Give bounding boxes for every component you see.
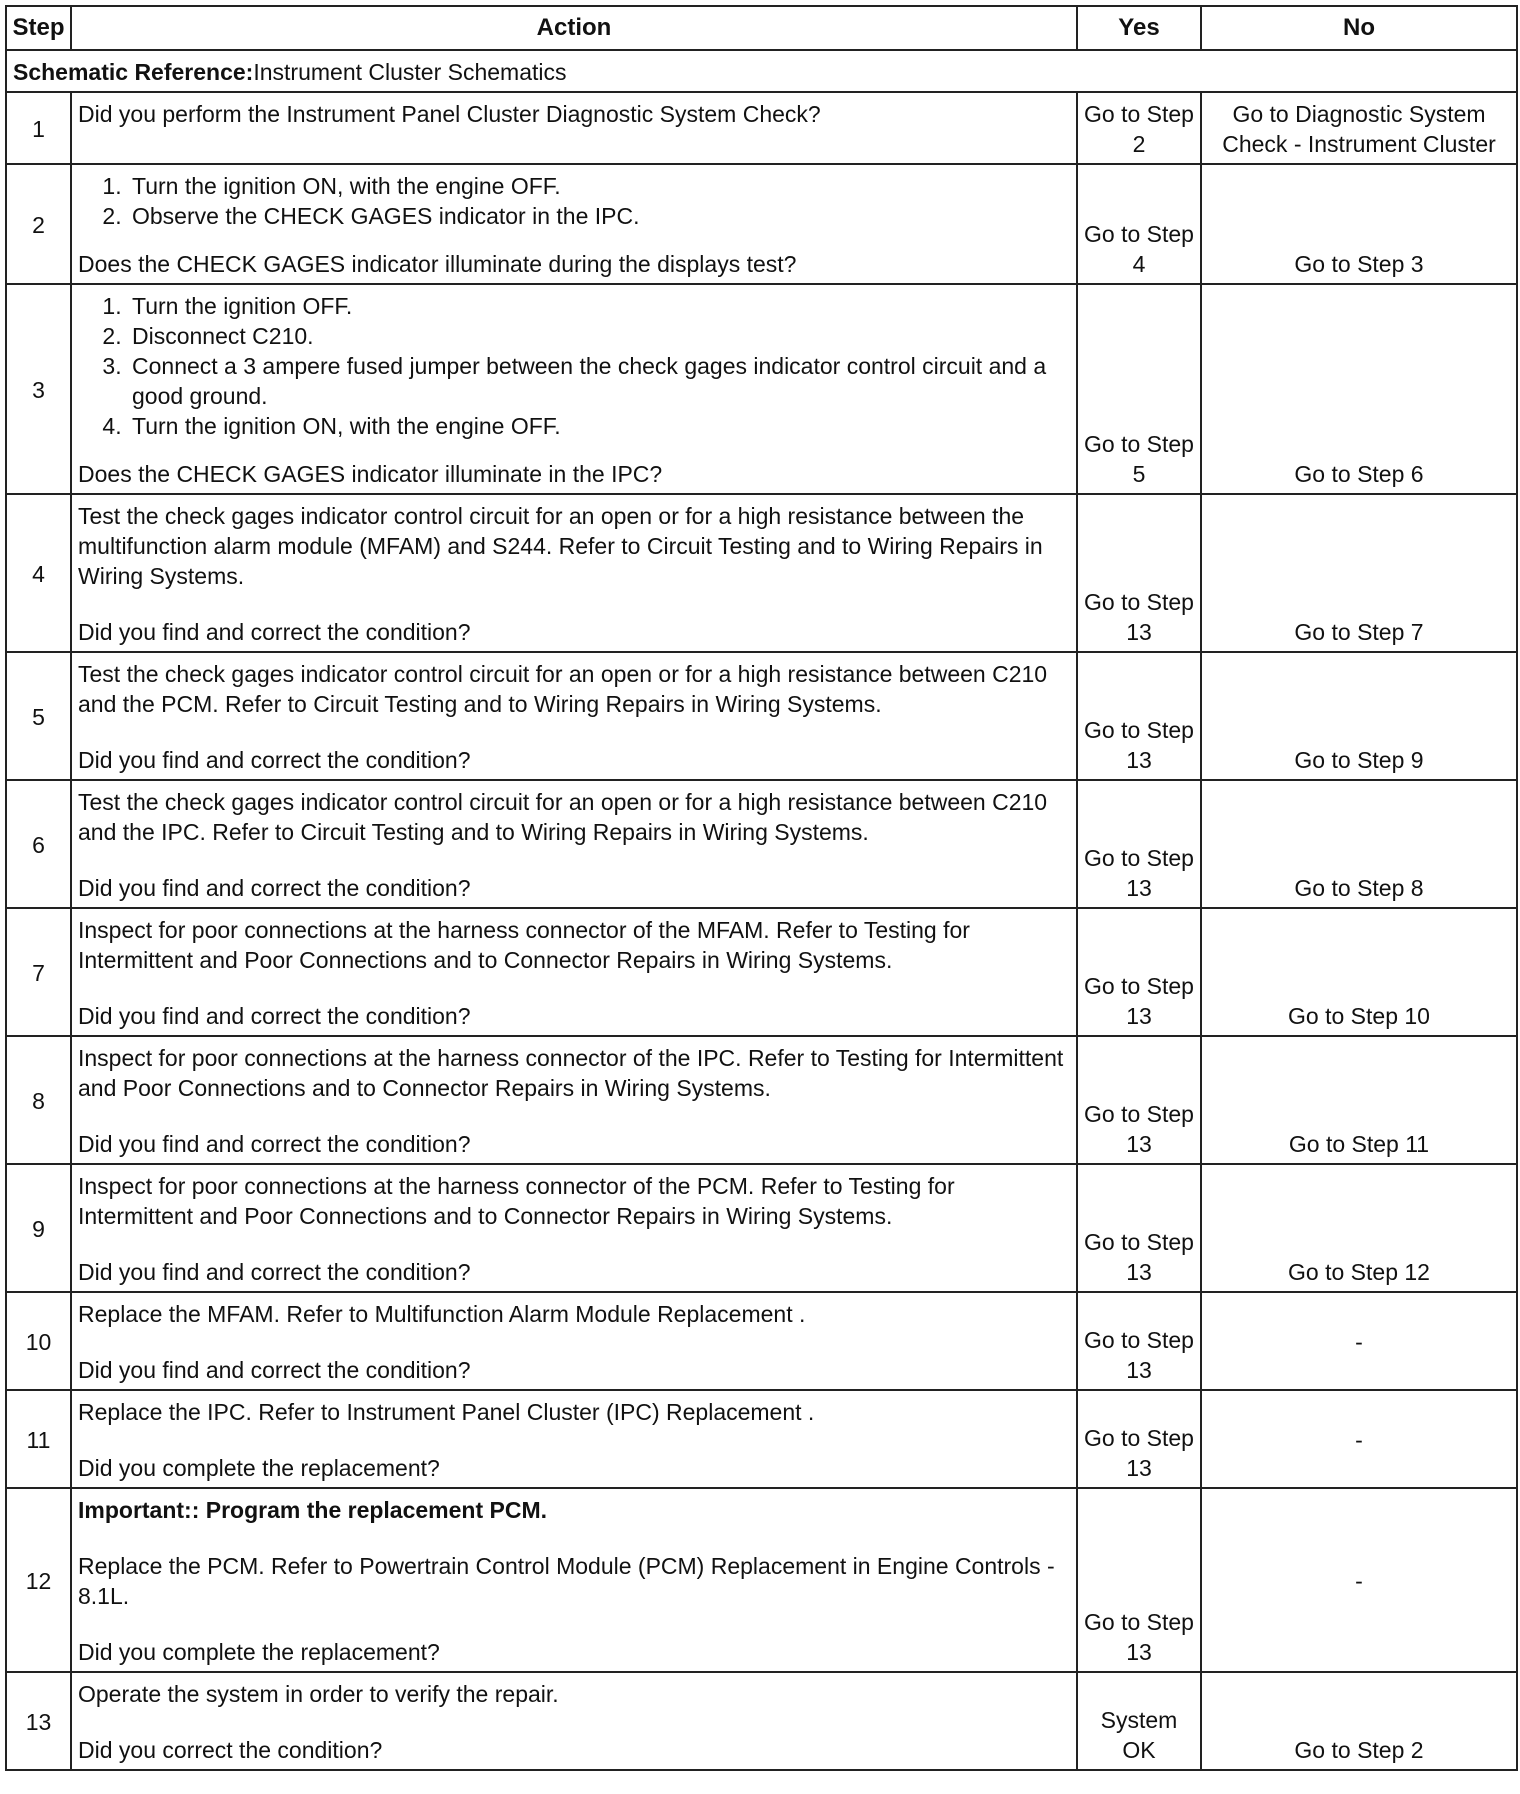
table-row bbox=[6, 652, 1517, 780]
action-cell bbox=[71, 1390, 1077, 1488]
step-number: 11 bbox=[6, 1390, 71, 1488]
schematic-reference bbox=[6, 50, 1517, 92]
action-text: Test the check gages indicator control circuit for an open or for a high resistance between C210 and the IPC. Refer to Circuit Testing and to Wiring Repairs in Wiring Systems. bbox=[78, 789, 1048, 845]
yes-cell[interactable]: Go to Step 13 bbox=[1077, 908, 1201, 1036]
no-cell[interactable]: Go to Step 8 bbox=[1201, 780, 1517, 908]
step-number: 12 bbox=[6, 1488, 71, 1672]
no-cell[interactable]: Go to Step 11 bbox=[1201, 1036, 1517, 1164]
question-text: Did you find and correct the condition? bbox=[78, 1131, 471, 1157]
yes-cell[interactable]: Go to Step 13 bbox=[1077, 1390, 1201, 1488]
no-cell[interactable]: Go to Step 7 bbox=[1201, 494, 1517, 652]
yes-cell[interactable]: Go to Step 13 bbox=[1077, 1036, 1201, 1164]
action-cell bbox=[71, 494, 1077, 652]
table-row bbox=[6, 164, 1517, 284]
step-number: 13 bbox=[6, 1672, 71, 1770]
action-cell bbox=[71, 92, 1077, 164]
action-text: Inspect for poor connections at the harness connector of the IPC. Refer to Testing for Intermittent and Poor Connections and to Connector Repairs in Wiring Systems. bbox=[78, 1045, 1064, 1101]
action-cell bbox=[71, 1488, 1077, 1672]
yes-cell[interactable]: Go to Step 5 bbox=[1077, 284, 1201, 494]
step-number: 8 bbox=[6, 1036, 71, 1164]
header-yes: Yes bbox=[1077, 6, 1201, 50]
question-text: Did you find and correct the condition? bbox=[78, 1357, 471, 1383]
action-cell bbox=[71, 908, 1077, 1036]
question-text: Did you find and correct the condition? bbox=[78, 747, 471, 773]
step-number: 1 bbox=[6, 92, 71, 164]
yes-cell[interactable]: System OK bbox=[1077, 1672, 1201, 1770]
list-item: 2. Disconnect C210. bbox=[128, 321, 1070, 351]
action-cell bbox=[71, 1292, 1077, 1390]
no-cell[interactable]: Go to Step 12 bbox=[1201, 1164, 1517, 1292]
yes-cell[interactable]: Go to Step 13 bbox=[1077, 1164, 1201, 1292]
table-row bbox=[6, 908, 1517, 1036]
schematic-label: Schematic Reference: bbox=[13, 59, 254, 85]
list-item: 3. Connect a 3 ampere fused jumper between the check gages indicator control circuit and a good ground. bbox=[128, 351, 1070, 411]
action-text: Operate the system in order to verify the repair. bbox=[78, 1681, 559, 1707]
action-cell bbox=[71, 164, 1077, 284]
table-row bbox=[6, 494, 1517, 652]
action-text: Replace the PCM. Refer to Powertrain Control Module (PCM) Replacement in Engine Controls - 8.1L. bbox=[78, 1553, 1055, 1609]
table-row bbox=[6, 1390, 1517, 1488]
no-cell: - bbox=[1201, 1390, 1517, 1488]
step-number: 2 bbox=[6, 164, 71, 284]
list-item: 1. Turn the ignition ON, with the engine OFF. bbox=[128, 171, 1070, 201]
yes-cell[interactable]: Go to Step 4 bbox=[1077, 164, 1201, 284]
question-text: Did you complete the replacement? bbox=[78, 1639, 440, 1665]
table-row bbox=[6, 284, 1517, 494]
action-cell bbox=[71, 1672, 1077, 1770]
header-step: Step bbox=[6, 6, 71, 50]
schematic-row bbox=[6, 50, 1517, 92]
table-row bbox=[6, 1292, 1517, 1390]
procedure-list bbox=[78, 171, 1070, 231]
question-text: Did you find and correct the condition? bbox=[78, 1259, 471, 1285]
yes-cell[interactable]: Go to Step 13 bbox=[1077, 1292, 1201, 1390]
action-cell bbox=[71, 284, 1077, 494]
step-number: 3 bbox=[6, 284, 71, 494]
yes-cell[interactable]: Go to Step 13 bbox=[1077, 494, 1201, 652]
list-item: 1. Turn the ignition OFF. bbox=[128, 291, 1070, 321]
no-cell[interactable]: Go to Step 3 bbox=[1201, 164, 1517, 284]
action-text: Test the check gages indicator control circuit for an open or for a high resistance between the multifunction alarm module (MFAM) and S244. Refer to Circuit Testing and to Wiring Repairs in Wiring Systems. bbox=[78, 503, 1043, 589]
step-number: 6 bbox=[6, 780, 71, 908]
step-number: 9 bbox=[6, 1164, 71, 1292]
yes-cell[interactable]: Go to Step 13 bbox=[1077, 1488, 1201, 1672]
step-number: 10 bbox=[6, 1292, 71, 1390]
step-number: 4 bbox=[6, 494, 71, 652]
header-action: Action bbox=[71, 6, 1077, 50]
question-text: Did you complete the replacement? bbox=[78, 1455, 440, 1481]
procedure-list bbox=[78, 291, 1070, 441]
table-row bbox=[6, 1164, 1517, 1292]
yes-cell[interactable]: Go to Step 13 bbox=[1077, 780, 1201, 908]
question-text: Did you find and correct the condition? bbox=[78, 875, 471, 901]
list-item: 2. Observe the CHECK GAGES indicator in the IPC. bbox=[128, 201, 1070, 231]
action-text: Test the check gages indicator control circuit for an open or for a high resistance between C210 and the PCM. Refer to Circuit Testing and to Wiring Repairs in Wiring Systems. bbox=[78, 661, 1048, 717]
table-row bbox=[6, 92, 1517, 164]
action-text: Inspect for poor connections at the harness connector of the PCM. Refer to Testing for Intermittent and Poor Connections and to Connector Repairs in Wiring Systems. bbox=[78, 1173, 955, 1229]
step-number: 5 bbox=[6, 652, 71, 780]
action-cell bbox=[71, 780, 1077, 908]
action-cell bbox=[71, 1036, 1077, 1164]
question-text: Did you find and correct the condition? bbox=[78, 619, 471, 645]
header-row bbox=[6, 6, 1517, 50]
no-cell: - bbox=[1201, 1292, 1517, 1390]
yes-cell[interactable]: Go to Step 2 bbox=[1077, 92, 1201, 164]
no-cell: - bbox=[1201, 1488, 1517, 1672]
diagnostic-table bbox=[5, 5, 1518, 1771]
header-no: No bbox=[1201, 6, 1517, 50]
question-text: Did you find and correct the condition? bbox=[78, 1003, 471, 1029]
no-cell[interactable]: Go to Diagnostic System Check - Instrument Cluster bbox=[1201, 92, 1517, 164]
table-row bbox=[6, 1036, 1517, 1164]
list-item: 4. Turn the ignition ON, with the engine OFF. bbox=[128, 411, 1070, 441]
action-text: Replace the MFAM. Refer to Multifunction Alarm Module Replacement . bbox=[78, 1301, 806, 1327]
table-row bbox=[6, 780, 1517, 908]
question-text: Did you correct the condition? bbox=[78, 1737, 383, 1763]
no-cell[interactable]: Go to Step 2 bbox=[1201, 1672, 1517, 1770]
question-text: Does the CHECK GAGES indicator illuminate during the displays test? bbox=[78, 251, 797, 277]
action-cell bbox=[71, 1164, 1077, 1292]
table-row bbox=[6, 1672, 1517, 1770]
no-cell[interactable]: Go to Step 9 bbox=[1201, 652, 1517, 780]
step-number: 7 bbox=[6, 908, 71, 1036]
schematic-link[interactable]: Instrument Cluster Schematics bbox=[253, 59, 567, 85]
important-note: Important:: Program the replacement PCM. bbox=[78, 1497, 548, 1523]
no-cell[interactable]: Go to Step 6 bbox=[1201, 284, 1517, 494]
question-text: Does the CHECK GAGES indicator illuminate in the IPC? bbox=[78, 461, 663, 487]
action-text: Did you perform the Instrument Panel Cluster Diagnostic System Check? bbox=[78, 101, 821, 127]
yes-cell[interactable]: Go to Step 13 bbox=[1077, 652, 1201, 780]
table-row bbox=[6, 1488, 1517, 1672]
no-cell[interactable]: Go to Step 10 bbox=[1201, 908, 1517, 1036]
action-text: Inspect for poor connections at the harness connector of the MFAM. Refer to Testing for Intermittent and Poor Connections and to Connector Repairs in Wiring Systems. bbox=[78, 917, 970, 973]
action-cell bbox=[71, 652, 1077, 780]
action-text: Replace the IPC. Refer to Instrument Panel Cluster (IPC) Replacement . bbox=[78, 1399, 815, 1425]
